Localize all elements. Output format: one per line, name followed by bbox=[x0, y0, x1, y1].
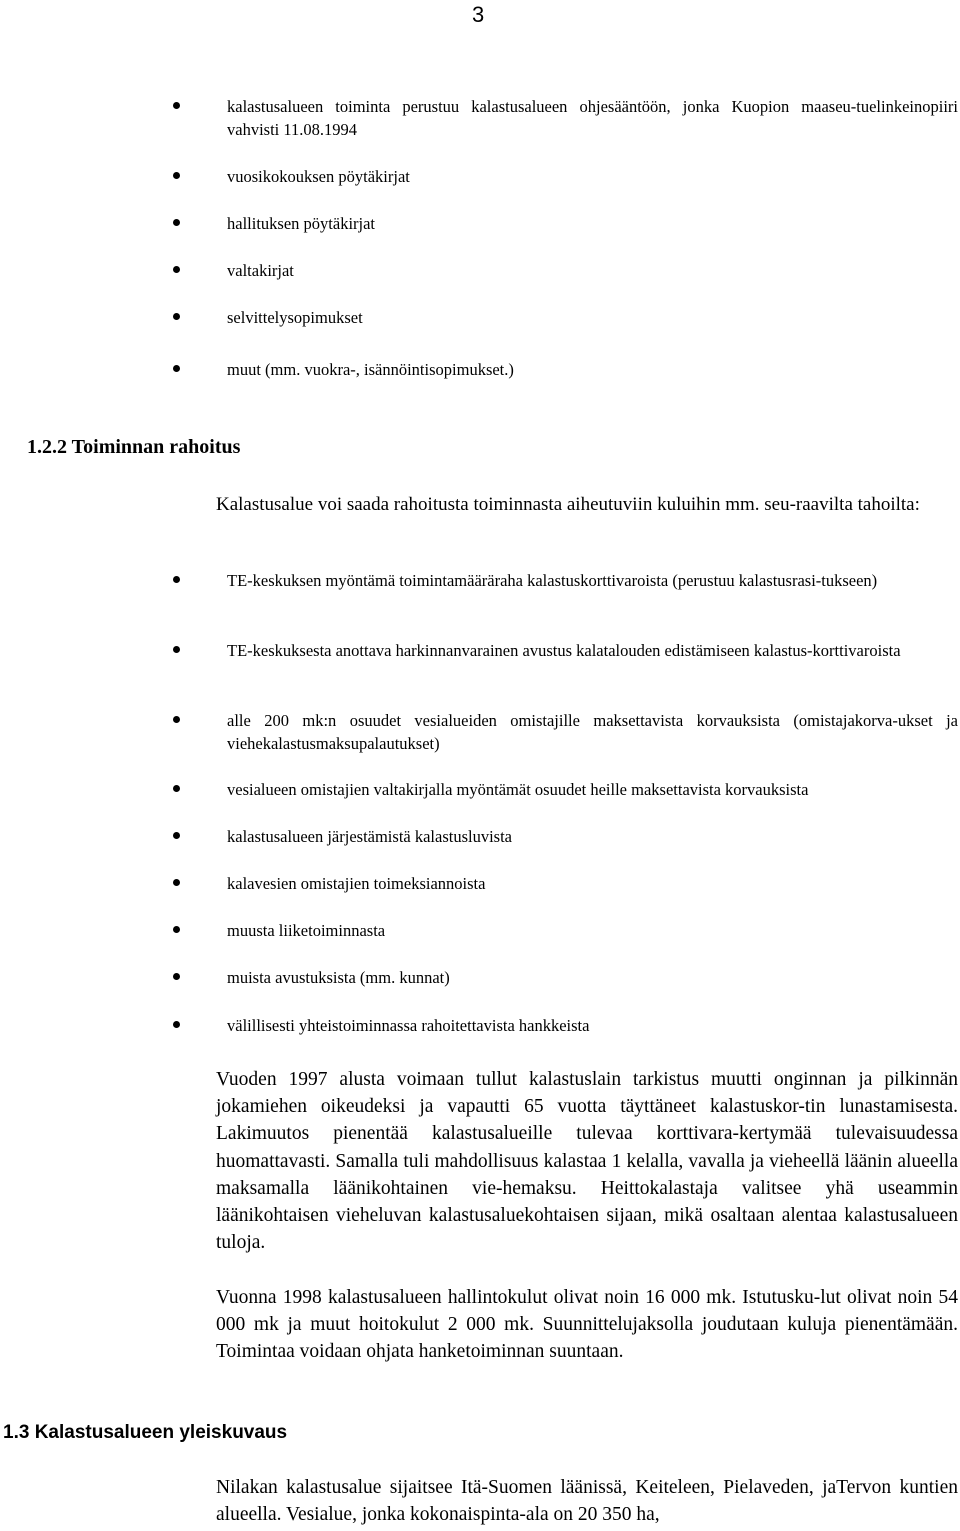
bullet bbox=[173, 576, 180, 583]
list-item: muusta liiketoiminnasta bbox=[227, 921, 386, 940]
bullet bbox=[173, 832, 180, 839]
bullet bbox=[173, 785, 180, 792]
bullet bbox=[173, 172, 180, 179]
list-item: vuosikokouksen pöytäkirjat bbox=[227, 167, 410, 186]
bullet bbox=[173, 926, 180, 933]
paragraph: Kalastusalue voi saada rahoitusta toiminnasta aiheutuviin kuluihin mm. seu-raavilta tahoilta: bbox=[216, 494, 920, 515]
list-item: TE-keskuksesta anottava harkinnanvarainen avustus kalatalouden edistämiseen kalastus-korttivaroista bbox=[227, 641, 901, 660]
bullet bbox=[173, 716, 180, 723]
list-item: kalastusalueen järjestämistä kalastusluvista bbox=[227, 827, 513, 846]
bullet bbox=[173, 266, 180, 273]
bullet bbox=[173, 313, 180, 320]
paragraph: Vuonna 1998 kalastusalueen hallintokulut olivat noin 16 000 mk. Istutusku-lut olivat noin 54 000 mk ja muut hoitokulut 2 000 mk. Suunnittelujaksolla joudutaan kuluja pienentämään. Toimintaa voidaan ohjata hanketoiminnan suuntaan. bbox=[216, 1287, 958, 1363]
list-item: hallituksen pöytäkirjat bbox=[227, 214, 376, 233]
list-item: vesialueen omistajien valtakirjalla myöntämät osuudet heille maksettavista korvauksista bbox=[227, 780, 809, 799]
list-item: muista avustuksista (mm. kunnat) bbox=[227, 968, 450, 987]
list-item: välillisesti yhteistoiminnassa rahoitettavista hankkeista bbox=[227, 1016, 590, 1035]
section-heading: 1.2.2 Toiminnan rahoitus bbox=[27, 436, 241, 458]
list-item: alle 200 mk:n osuudet vesialueiden omistajille maksettavista korvauksista (omistajakorva-ukset ja viehekalastusmaksupalautukset) bbox=[227, 711, 958, 753]
bullet bbox=[173, 879, 180, 886]
bullet bbox=[173, 1021, 180, 1028]
paragraph: Nilakan kalastusalue sijaitsee Itä-Suomen läänissä, Keiteleen, Pielaveden, jaTervon kuntien alueella. Vesialue, jonka kokonaispinta-ala on 20 350 ha, bbox=[216, 1477, 958, 1526]
list-item: TE-keskuksen myöntämä toimintamääräraha kalastuskorttivaroista (perustuu kalastusrasi-tukseen) bbox=[227, 571, 878, 590]
bullet bbox=[173, 365, 180, 372]
list-item: kalastusalueen toiminta perustuu kalastusalueen ohjesääntöön, jonka Kuopion maaseu-tuelinkeinopiiri vahvisti 11.08.1994 bbox=[227, 97, 958, 139]
bullet bbox=[173, 102, 180, 109]
page-number: 3 bbox=[472, 2, 485, 27]
list-item: selvittelysopimukset bbox=[227, 308, 363, 327]
paragraph: Vuoden 1997 alusta voimaan tullut kalastuslain tarkistus muutti onginnan ja pilkinnän jokamiehen oikeudeksi ja vapautti 65 vuotta täyttäneet kalastuskor-tin lunastamisesta. Lakimuutos pienentää kalastusalueille tulevaa korttivara-kertymää tulevaisuudessa huomattavasti. Samalla tuli mahdollisuus kalastaa 1 kelalla, vavalla ja vieheellä läänin alueella maksamalla läänikohtainen vie-hemaksu. Heittokalastaja valitsee yhä useammin läänikohtaisen vieheluvan kalastusaluekohtaisen sijaan, mikä osaltaan alentaa kalastusalueen tuloja. bbox=[216, 1069, 958, 1254]
list-item: muut (mm. vuokra-, isännöintisopimukset.) bbox=[227, 360, 514, 379]
list-item: kalavesien omistajien toimeksiannoista bbox=[227, 874, 486, 893]
list-item: valtakirjat bbox=[227, 261, 294, 280]
bullet bbox=[173, 646, 180, 653]
bullet bbox=[173, 219, 180, 226]
section-heading: 1.3 Kalastusalueen yleiskuvaus bbox=[3, 1422, 288, 1443]
bullet bbox=[173, 973, 180, 980]
